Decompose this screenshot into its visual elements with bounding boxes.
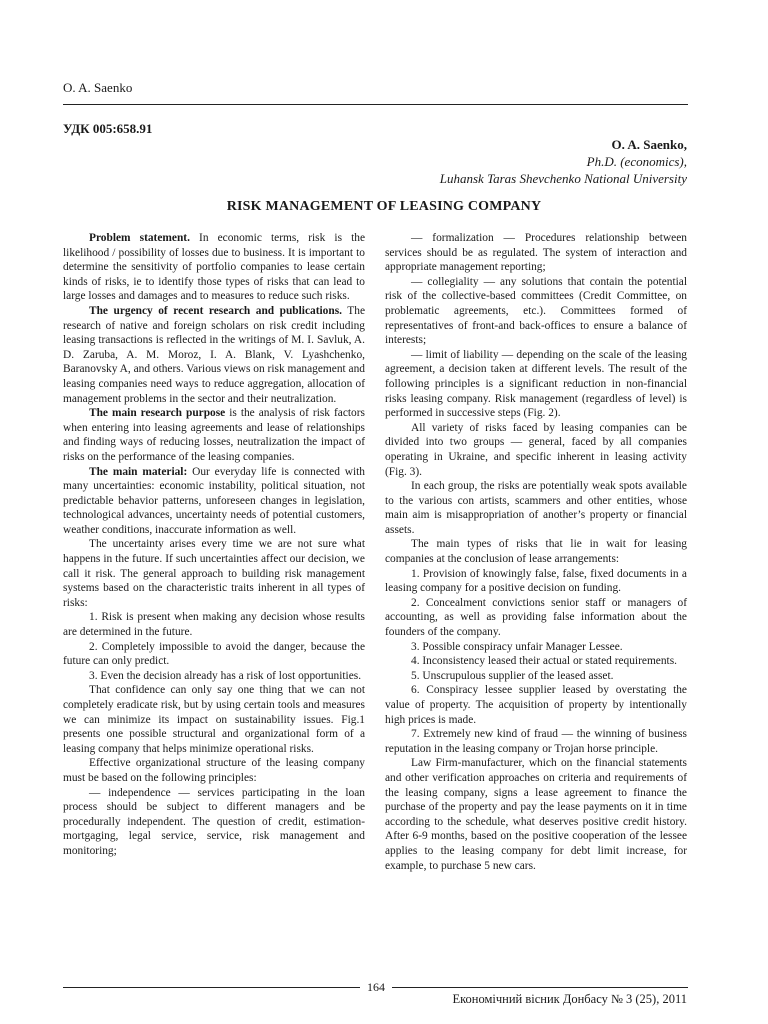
udk-code: УДК 005:658.91: [63, 121, 153, 136]
list-item-risk-2: 2. Concealment convictions senior staff or managers of accounting, as well as providing false information about the founders of the company.: [385, 596, 687, 639]
author-block: [440, 136, 687, 187]
list-item-risk-1: 1. Provision of knowingly false, false, fixed documents in a leasing company for a positive decision on funding.: [385, 567, 687, 595]
principle-limit-of-liability: — limit of liability — depending on the scale of the leasing agreement, a decision taken at different levels. The result of the following principles is a significant reduction in non-financial risks leasing company. Risk management (regardless of level) is performed in successive steps (Fig. 2).: [385, 348, 687, 420]
heading-urgency: The urgency of recent research and publications.: [89, 304, 342, 317]
footer-rule-left: [63, 987, 360, 988]
list-item-risk-6: 6. Conspiracy lessee supplier leased by overstating the value of property. The acquisition of property by intentionally high prices is made.: [385, 684, 687, 726]
paragraph-law-firm: Law Firm-manufacturer, which on the financial statements and other verification approaches on criteria and requirements of the leasing company, signs a lease agreement to finance the purchase of the property and pay the lease payments on it in time according to the schedule, what deserves positive credit history. After 6-9 months, based on the positive cooperation of the lessee applies to the leasing company for debt limit increase, for example, to purchase 5 new cars.: [385, 757, 687, 872]
text-problem-statement: In economic terms, risk is the likelihood / possibility of losses due to business. It is important to determine the sensitivity of portfolio companies to lease certain kinds of risks, ie to identify those types of risks that can lead to large losses and damages and to measures to reduce such risks.: [63, 232, 366, 303]
journal-name: Економічний вісник Донбасу № 3 (25), 2011: [452, 992, 687, 1006]
paragraph-urgency: [63, 304, 365, 406]
page-number: 164: [367, 980, 385, 994]
paragraph-main-material: [63, 465, 365, 538]
text-main-material: Our everyday life is connected with many uncertainties: economic instability, political situation, not predictable behavior patterns, unforeseen changes in legislation, technological advances, uncertainty needs of potential customers, weather conditions, inaccurate information as well.: [63, 465, 365, 536]
paragraph-purpose: [63, 406, 365, 464]
list-item-risk-3: 3. Possible conspiracy unfair Manager Lessee.: [411, 640, 623, 653]
right-column: [385, 231, 687, 873]
author-name: O. A. Saenko,: [611, 137, 687, 152]
list-item-risk-7: 7. Extremely new kind of fraud — the winning of business reputation in the leasing company or Trojan horse principle.: [385, 728, 687, 755]
principle-collegiality: — collegiality — any solutions that contain the potential risk of the collective-based committees (Credit Committee, on problematic agreements, etc.). Committees formed of representatives of front-and back-offices to ensure a balance of interests;: [385, 275, 687, 347]
paper-title: RISK MANAGEMENT OF LEASING COMPANY: [226, 199, 542, 214]
author-degree: Ph.D. (economics),: [586, 154, 687, 169]
paragraph-risk-variety: All variety of risks faced by leasing companies can be divided into two groups — general, faced by all companies operating in Ukraine, and specific inherent in leasing activity (Fig. 3).: [385, 421, 687, 478]
author-affiliation: Luhansk Taras Shevchenko National University: [439, 171, 687, 186]
list-item-trait-1: 1. Risk is present when making any decision whose results are determined in the future.: [63, 611, 365, 639]
list-item-risk-4: 4. Inconsistency leased their actual or stated requirements.: [411, 655, 678, 668]
paragraph-confidence: That confidence can only say one thing that we can not completely eradicate risk, but by using certain tools and measures we can minimize its impact on sustainability issues. Fig.1 presents one possible structural and organizational form of a leasing company that helps minimize operational risks.: [63, 684, 365, 755]
header-rule: [63, 104, 688, 105]
text-purpose: is the analysis of risk factors when entering into leasing agreements and lease of relationships and finding ways of reducing losses, neutralization the impact of risks on the performance of the leasing companies.: [63, 407, 365, 463]
list-item-trait-3: 3. Even the decision already has a risk of lost opportunities.: [89, 669, 362, 682]
paragraph-problem-statement: [63, 231, 365, 304]
running-header-author: O. A. Saenko: [63, 80, 133, 95]
text-urgency: The research of native and foreign scholars on risk credit including leasing transactions is reflected in the writings of M. I. Savluk, A. D. Zaruba, A. M. Moroz, I. A. Blank, V. Lyashchenko, Baranovsky A, and others. Various views on risk management and leasing companies need ways to reduce aggregation, allocation of management problems in the sector and their neutralization.: [63, 304, 366, 405]
list-item-trait-2: 2. Completely impossible to avoid the danger, because the future can only predict.: [63, 640, 365, 668]
heading-problem-statement: Problem statement.: [89, 232, 190, 244]
heading-purpose: The main research purpose: [89, 407, 226, 420]
principle-formalization: — formalization — Procedures relationship between services should be as regulated. The system of interaction and appropriate management reporting;: [385, 232, 687, 274]
heading-main-material: The main material:: [89, 465, 188, 478]
list-item-risk-5: 5. Unscrupulous supplier of the leased asset.: [411, 669, 614, 682]
paragraph-effective-structure: Effective organizational structure of the leasing company must be based on the following principles:: [63, 757, 365, 784]
paragraph-main-types: The main types of risks that lie in wait for leasing companies at the conclusion of lease arrangements:: [385, 538, 687, 566]
principle-independence: — independence — services participating in the loan process should be subject to different managers and be procedurally independent. The question of credit, estimation-mortgaging, legal service, service, risk management and monitoring;: [63, 786, 365, 857]
paragraph-each-group: In each group, the risks are potentially weak spots available to the various con artists, scammers and other entities, whose main aim is misappropriation of another’s property or financial assets.: [385, 480, 687, 536]
left-column: [63, 231, 365, 859]
paragraph-uncertainty: The uncertainty arises every time we are not sure what happens in the future. If such uncertainties affect our decision, we call it risk. The general approach to building risk management systems based on the characteristic traits inherent in all types of risks:: [63, 538, 365, 609]
footer-rule-right: [392, 987, 688, 988]
